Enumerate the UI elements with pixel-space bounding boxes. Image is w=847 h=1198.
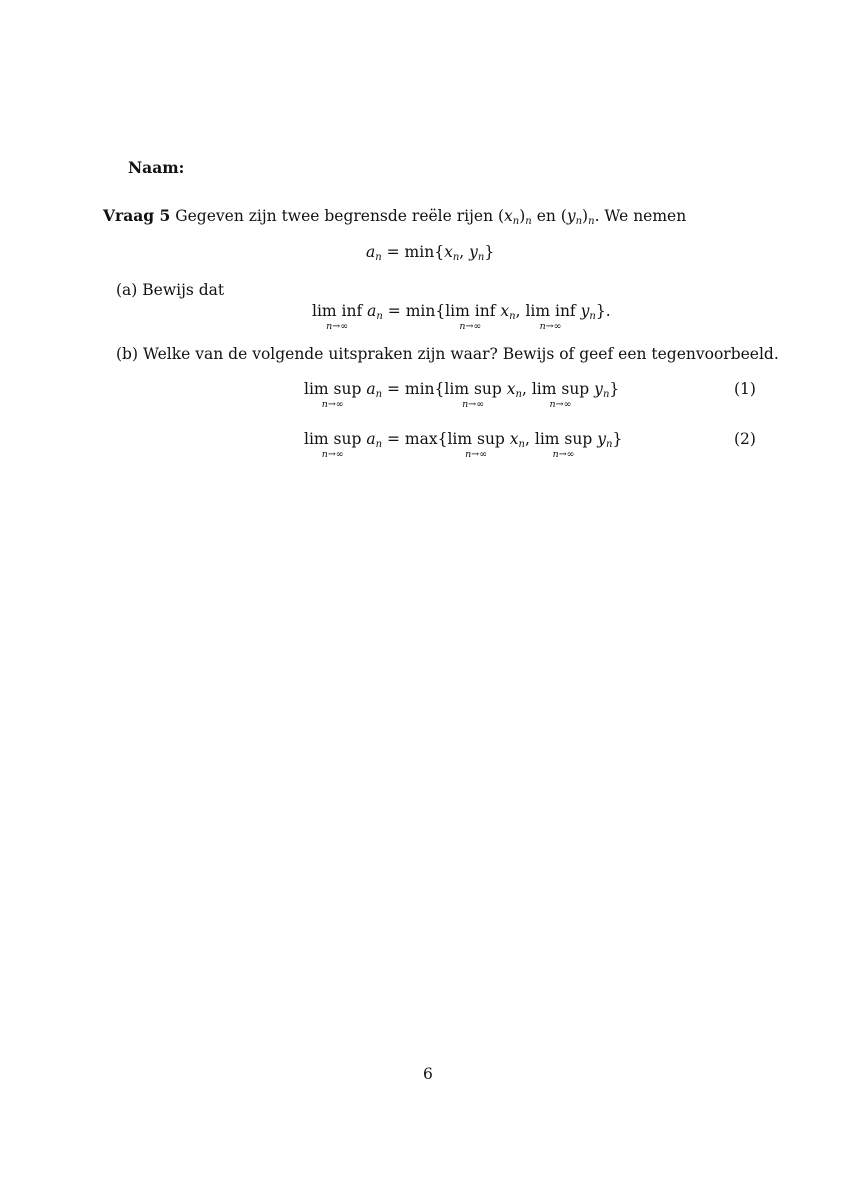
limsup-op-3: lim sup n→∞ <box>531 380 590 410</box>
def-y-sub: n <box>477 252 485 263</box>
eq2-x-sub: n <box>518 439 525 450</box>
a-min: = min{ <box>387 302 446 320</box>
equation-1 <box>304 380 620 410</box>
limsup-op-4: lim sup n→∞ <box>304 430 362 460</box>
def-y: y <box>469 243 478 261</box>
a-y-sub: n <box>589 311 596 322</box>
a-var-sub: n <box>376 311 383 322</box>
a-comma: , <box>515 302 521 320</box>
part-a-label-line <box>116 281 224 299</box>
part-b-text: Welke van de volgende uitspraken zijn waar? Bewijs of geef een tegenvoorbeeld. <box>142 345 779 363</box>
part-b-label: (b) <box>116 345 139 363</box>
limsup-op-1: lim sup n→∞ <box>304 380 362 410</box>
eq2-y: y <box>597 430 606 448</box>
eq1-a-sub: n <box>375 389 383 400</box>
def-min: = min{ <box>386 243 445 261</box>
def-x: x <box>444 243 453 261</box>
liminf-op-3: lim inf n→∞ <box>525 302 576 332</box>
equation-2 <box>304 430 623 460</box>
eq2-close: } <box>612 430 623 448</box>
question-label: Vraag 5 <box>103 206 171 225</box>
eq2-a: a <box>366 430 376 448</box>
question-line: Vraag 5 Gegeven zijn twee begrensde reële rijen (xn)n en (yn)n. We nemen <box>103 206 687 227</box>
intro-end: We nemen <box>604 207 687 225</box>
def-close: } <box>484 243 495 261</box>
eq1-y-sub: n <box>602 389 610 400</box>
eq1-a: a <box>366 380 376 398</box>
limsup-op-6: lim sup n→∞ <box>534 430 593 460</box>
limsup-op-5: lim sup n→∞ <box>447 430 505 460</box>
part-a-formula <box>312 302 611 332</box>
liminf-op-1: lim inf n→∞ <box>312 302 363 332</box>
page-number: 6 <box>423 1065 433 1083</box>
limsup-op-2: lim sup n→∞ <box>444 380 502 410</box>
eq2-comma: , <box>525 430 530 448</box>
seq-x-sub: n <box>512 216 520 227</box>
seq-x-outer-sub: n <box>525 216 532 227</box>
a-end: }. <box>595 302 611 320</box>
a-y: y <box>580 302 590 320</box>
seq-y-outer-sub: n <box>588 216 595 227</box>
part-b-line <box>116 345 779 363</box>
def-x-sub: n <box>452 252 460 263</box>
eq2-y-sub: n <box>605 439 613 450</box>
eq1-x-sub: n <box>515 389 522 400</box>
def-comma: , <box>459 243 465 261</box>
eq1-comma: , <box>521 380 527 398</box>
seq-x: x <box>504 207 513 225</box>
a-x: x <box>500 302 510 320</box>
eq1-y: y <box>594 380 603 398</box>
eq1-min: = min{ <box>386 380 445 398</box>
question-intro: Gegeven zijn twee begrensde reële rijen <box>175 207 494 225</box>
eq2-x: x <box>509 430 519 448</box>
eq2-a-sub: n <box>375 439 383 450</box>
part-a-text: Bewijs dat <box>142 281 225 299</box>
eq2-max: = max{ <box>386 430 448 448</box>
def-a: a <box>366 243 376 261</box>
a-x-sub: n <box>509 311 516 322</box>
and-word: en <box>536 207 556 225</box>
part-a-label: (a) <box>116 281 138 299</box>
def-a-sub: n <box>375 252 382 263</box>
eq1-close: } <box>609 380 620 398</box>
name-label: Naam: <box>128 158 185 177</box>
seq-y: y <box>566 207 576 225</box>
equation-1-number: (1) <box>734 380 756 398</box>
seq-y-sub: n <box>575 216 583 227</box>
equation-2-number: (2) <box>734 430 756 448</box>
definition-formula <box>366 243 494 261</box>
liminf-op-2: lim inf n→∞ <box>445 302 496 332</box>
eq1-x: x <box>506 380 516 398</box>
a-var: a <box>367 302 377 320</box>
